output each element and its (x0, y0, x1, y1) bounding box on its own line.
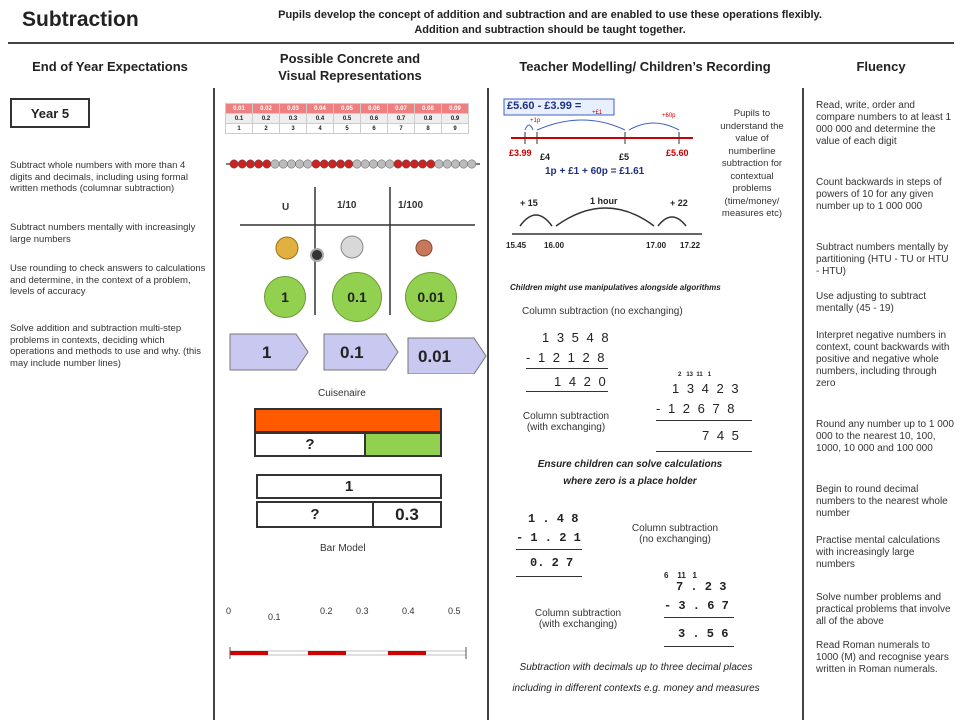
money-value-4: £4 (540, 152, 551, 162)
header-divider (8, 42, 954, 44)
bead (377, 160, 385, 168)
bead-string (222, 152, 484, 176)
time-value: 17.00 (646, 241, 667, 250)
pv-cell: 1 (226, 124, 253, 134)
pv-cell: 0.07 (388, 104, 415, 114)
bead (287, 160, 295, 168)
bead (394, 160, 402, 168)
pv-cell: 0.02 (253, 104, 280, 114)
pv-cell: 0.9 (442, 114, 469, 124)
place-value-table (225, 103, 469, 134)
decimals-note: Subtraction with decimals up to three decimal places including in different contexts e.g. money and measures (512, 662, 760, 694)
pv-cell: 3 (280, 124, 307, 134)
col-header-concrete-line2: Visual Representations (278, 68, 422, 83)
calc4-caption-line1: Column subtraction (534, 608, 622, 619)
bead (254, 160, 262, 168)
bead (295, 160, 303, 168)
expectation-item: Solve addition and subtraction multi-step problems in contexts, deciding which operations and methods to use and why. (this may include number lines) (10, 323, 201, 369)
bead (459, 160, 467, 168)
bead (312, 160, 320, 168)
money-equation: £5.60 - £3.99 = (507, 100, 582, 112)
calc3-caption-line1: Column subtraction (631, 523, 719, 534)
money-step-1pound: +£1 (592, 110, 603, 116)
bead (238, 160, 246, 168)
calc1-top: 1 3 5 4 8 (542, 330, 611, 345)
money-value-5-60: £5.60 (666, 148, 689, 158)
money-value-3-99: £3.99 (509, 148, 532, 158)
calc3-top: 1 . 4 8 (528, 512, 579, 526)
pv-cell: 0.03 (280, 104, 307, 114)
disc-hundredth: 0.01 (405, 272, 457, 322)
zero-placeholder-line1: Ensure children can solve calculations (537, 459, 723, 470)
fluency-item: Round any number up to 1 000 000 to the nearest 10, 100, 1000, 10 000 and 100 000 (816, 419, 954, 454)
bead (435, 160, 443, 168)
calc1-rule (526, 368, 608, 369)
pv-cell: 0.1 (226, 114, 253, 124)
penny-coin-icon (416, 240, 432, 256)
bead (279, 160, 287, 168)
calc3-bottom: - 1 . 2 1 (516, 531, 581, 545)
calc4-rule (664, 646, 734, 647)
fluency-item: Practise mental calculations with increasingly large numbers (816, 535, 940, 570)
pv-cell: 0.8 (415, 114, 442, 124)
bead (304, 160, 312, 168)
pv-cell: 0.5 (334, 114, 361, 124)
time-value: 15.45 (506, 241, 527, 250)
col-header-concrete-line1: Possible Concrete and (279, 51, 421, 66)
fluency-item: Read, write, order and compare numbers to at least 1 000 000 and determine the value of each digit (816, 100, 952, 147)
pv-cell: 0.09 (442, 104, 469, 114)
arrow-card-hundredths-label: 0.01 (418, 347, 452, 366)
bead (468, 160, 476, 168)
fluency-item: Use adjusting to subtract mentally (45 - 19) (816, 291, 927, 314)
pv-cell: 8 (415, 124, 442, 134)
expectation-item: Subtract whole numbers with more than 4 digits and decimals, including using formal written methods (columnar subtraction) (10, 160, 188, 194)
pv-col-hundredth: 1/100 (398, 200, 424, 211)
manipulatives-note: Children might use manipulatives alongside algorithms (510, 283, 721, 292)
cuisenaire-label: Cuisenaire (318, 388, 366, 399)
bead (320, 160, 328, 168)
zero-placeholder-note (510, 456, 750, 490)
time-numberline (506, 186, 706, 242)
time-step-hour: 1 hour (590, 196, 618, 206)
calc2-caption (516, 411, 616, 433)
bead (263, 160, 271, 168)
pv-col-units: U (282, 202, 290, 213)
money-step-60p: +60p (662, 113, 676, 119)
number-line-track (228, 646, 470, 660)
bead (427, 160, 435, 168)
zero-placeholder-line2: where zero is a place holder (563, 476, 697, 487)
calc2-caption-line1: Column subtraction (522, 411, 610, 422)
bead (451, 160, 459, 168)
intro-line-1: Pupils develop the concept of addition and subtraction and are enabled to use these operations flexibly. (278, 9, 822, 21)
year-badge: Year 5 (10, 98, 90, 128)
bead (230, 160, 238, 168)
bead (345, 160, 353, 168)
calc1-bottom: - 1 2 1 2 8 (526, 350, 607, 365)
pv-cell: 0.08 (415, 104, 442, 114)
calc4-rule (664, 617, 734, 618)
number-line-tick-label: 0.3 (356, 606, 369, 616)
bead (361, 160, 369, 168)
pv-cell: 0.2 (253, 114, 280, 124)
col-header-concrete (220, 50, 480, 84)
calc2-rule (656, 451, 752, 452)
cuisenaire-unknown-rod: ? (254, 432, 366, 457)
expectation-item: Use rounding to check answers to calculations and determine, in the context of a problem, levels of accuracy (10, 263, 206, 297)
pupils-note: Pupils to understand the value of numberline subtraction for contextual problems (time/money/ measures etc) (720, 108, 784, 219)
pv-cell: 0.01 (226, 104, 253, 114)
calc2-carry: 2 13 11 1 (678, 372, 712, 378)
col-header-fluency: Fluency (856, 59, 906, 74)
number-line-tick-label: 0.5 (448, 606, 461, 616)
ten-pence-coin-icon (341, 236, 363, 258)
calc1-answer: 1 4 2 0 (554, 374, 608, 389)
bar-model-part: 0.3 (372, 501, 442, 528)
bead (353, 160, 361, 168)
time-step-15: + 15 (520, 198, 538, 208)
pv-cell: 0.6 (361, 114, 388, 124)
number-line-tick-label: 0 (226, 606, 232, 616)
calc3-rule (516, 576, 582, 577)
column-divider-1 (213, 88, 215, 720)
pound-coin-icon (276, 237, 298, 259)
calc3-caption (620, 523, 730, 545)
calc3-caption-line2: (no exchanging) (639, 534, 711, 545)
bead (246, 160, 254, 168)
calc1-caption: Column subtraction (no exchanging) (522, 306, 683, 317)
bead (369, 160, 377, 168)
pv-cell: 0.04 (307, 104, 334, 114)
time-step-22: + 22 (670, 198, 688, 208)
bead (402, 160, 410, 168)
fluency-item: Interpret negative numbers in context, count backwards with positive and negative whole numbers, including through zero (816, 330, 950, 389)
pv-cell: 5 (334, 124, 361, 134)
decimal-point-dot (311, 249, 323, 261)
column-divider-3 (802, 88, 804, 720)
disc-tenth: 0.1 (332, 272, 382, 322)
calc3-answer: 0. 2 7 (530, 556, 574, 570)
pv-cell: 2 (253, 124, 280, 134)
decimal-number-line (226, 606, 466, 646)
money-value-5: £5 (619, 152, 630, 162)
money-step-1p: +1p (530, 118, 541, 124)
intro-line-2: Addition and subtraction should be taught together. (414, 24, 686, 36)
pv-cell: 0.05 (334, 104, 361, 114)
arrow-card-tenths-label: 0.1 (340, 343, 364, 362)
pv-cell: 7 (388, 124, 415, 134)
money-sum: 1p + £1 + 60p = £1.61 (545, 166, 645, 177)
pv-cell: 6 (361, 124, 388, 134)
cuisenaire-part-rod (364, 432, 442, 457)
fluency-item: Read Roman numerals to 1000 (M) and recognise years written in Roman numerals. (816, 640, 949, 675)
fluency-item: Count backwards in steps of powers of 10 for any given number up to 1 000 000 (816, 177, 942, 212)
calc2-rule (656, 420, 752, 421)
bead (410, 160, 418, 168)
bead (418, 160, 426, 168)
pv-cell: 0.4 (307, 114, 334, 124)
pv-cell: 0.7 (388, 114, 415, 124)
calc4-carry: 6 11 1 (664, 571, 697, 580)
number-line-tick-label: 0.1 (268, 612, 281, 622)
fluency-item: Solve number problems and practical problems that involve all of the above (816, 592, 951, 627)
calc4-answer: 3 . 5 6 (678, 627, 729, 641)
bead (328, 160, 336, 168)
pv-cell: 4 (307, 124, 334, 134)
calc4-caption-line2: (with exchanging) (538, 619, 618, 630)
bead (443, 160, 451, 168)
calc4-top: 7 . 2 3 (676, 580, 727, 594)
calc2-caption-line2: (with exchanging) (526, 422, 606, 433)
bead (271, 160, 279, 168)
expectation-item: Subtract numbers mentally with increasingly large numbers (10, 222, 196, 245)
arrow-card-ones-label: 1 (262, 343, 272, 362)
fluency-item: Begin to round decimal numbers to the nearest whole number (816, 484, 948, 519)
time-value: 17.22 (680, 241, 701, 250)
calc2-answer: 7 4 5 (702, 428, 741, 443)
time-value: 16.00 (544, 241, 565, 250)
pv-cell: 9 (442, 124, 469, 134)
bar-model-label: Bar Model (320, 543, 366, 554)
pv-cell: 0.06 (361, 104, 388, 114)
cuisenaire-whole-rod (254, 408, 442, 433)
calc2-top: 1 3 4 2 3 (672, 381, 741, 396)
calc4-caption (518, 608, 638, 630)
bead (336, 160, 344, 168)
pv-cell: 0.3 (280, 114, 307, 124)
col-header-modelling: Teacher Modelling/ Children’s Recording (519, 59, 771, 74)
calc2-bottom: - 1 2 6 7 8 (656, 401, 737, 416)
calc4-bottom: - 3 . 6 7 (664, 599, 729, 613)
page-title: Subtraction (22, 8, 139, 31)
pv-col-tenth: 1/10 (337, 200, 357, 211)
col-header-expectations: End of Year Expectations (32, 59, 188, 74)
column-divider-2 (487, 88, 489, 720)
calc3-rule (516, 549, 582, 550)
calc1-rule (526, 391, 608, 392)
bar-model-whole: 1 (256, 474, 442, 499)
bar-model-unknown: ? (256, 501, 374, 528)
disc-one: 1 (264, 276, 306, 318)
number-line-tick-label: 0.2 (320, 606, 333, 616)
number-line-tick-label: 0.4 (402, 606, 415, 616)
bead (386, 160, 394, 168)
fluency-item: Subtract numbers mentally by partitioning (HTU - TU or HTU - HTU) (816, 242, 949, 277)
intro-text (230, 8, 870, 38)
